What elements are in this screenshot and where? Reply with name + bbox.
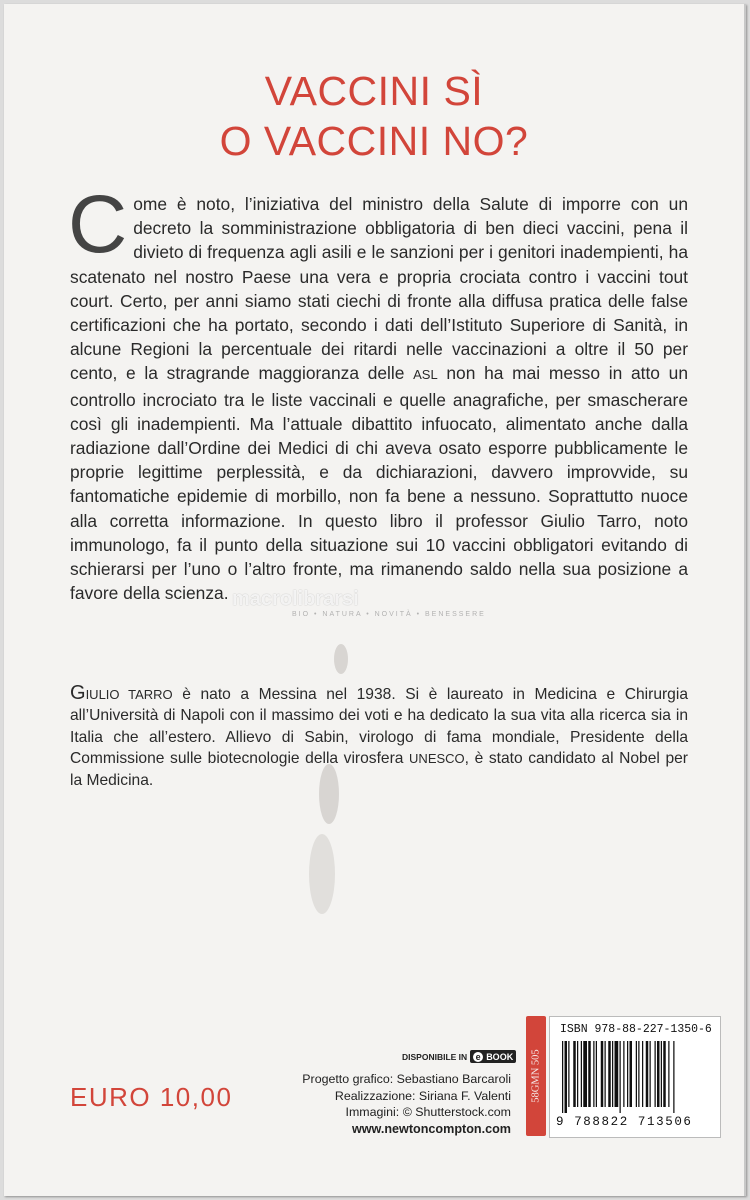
- barcode-bar: [568, 1041, 569, 1107]
- paper-smudge: [319, 764, 339, 824]
- isbn-barcode: [549, 1016, 721, 1138]
- barcode-bar: [650, 1041, 651, 1107]
- barcode-bar: [615, 1041, 619, 1107]
- ebook-badge-text: BOOK: [486, 1051, 514, 1062]
- barcode-graphic: [560, 1041, 712, 1113]
- barcode-bar: [620, 1041, 621, 1113]
- author-initial: G: [70, 682, 86, 704]
- barcode-bar: [642, 1041, 643, 1107]
- barcode-bar: [668, 1041, 669, 1107]
- isbn-label: ISBN 978-88-227-1350-6: [560, 1023, 712, 1036]
- barcode-bar: [663, 1041, 666, 1107]
- author-bio: [70, 683, 688, 791]
- author-name-rest: IULIO TARRO: [85, 687, 173, 702]
- barcode-bar: [608, 1041, 611, 1107]
- barcode-bar: [655, 1041, 656, 1107]
- cover-title: [4, 66, 744, 166]
- ebook-badge: [470, 1050, 516, 1063]
- ebook-availability: [402, 1050, 516, 1063]
- publisher-website: www.newtoncompton.com: [351, 1121, 511, 1136]
- barcode-bar: [583, 1041, 587, 1107]
- ebook-e-icon: e: [473, 1052, 483, 1062]
- paper-smudge: [309, 834, 335, 914]
- barcode-bar: [581, 1041, 582, 1107]
- barcode-bar: [630, 1041, 633, 1107]
- credit-design: Progetto grafico: Sebastiano Barcaroli: [302, 1072, 511, 1086]
- blurb-text-part2: non ha mai messo in atto un controllo incrociato tra le liste vaccinali e quelle anagrafiche, per smascherare così gli inadempienti. Ma l’attuale dibattito infuocato, alimentato anche dalla radiazione dall’Ordine dei Medici di chi aveva osato esporre pubblicamente le proprie legittime perplessità, e da dichiarazioni, davvero improvvide, su fantomatiche epidemie di morbillo, non fa bene a nessuno. Soprattutto nuoce alla corretta informazione. In questo libro il professor Giulio Tarro, noto immunologo, fa il punto della situazione sui 10 vaccini obbligatori evitando di schierarsi per l’uno o l’altro fronte, ma rimanendo saldo nella sua posizione a favore della scienza.: [70, 363, 688, 604]
- barcode-bar: [646, 1041, 649, 1107]
- barcode-bar: [623, 1041, 624, 1107]
- drop-cap: C: [68, 179, 128, 270]
- barcode-bar: [636, 1041, 637, 1107]
- credit-images: Immagini: © Shutterstock.com: [345, 1105, 511, 1120]
- title-line-2: O VACCINI NO?: [219, 118, 529, 164]
- watermark-text: macrolibrarsi: [232, 588, 359, 610]
- barcode-bar: [673, 1041, 674, 1113]
- barcode-bar: [573, 1041, 576, 1107]
- barcode-bar: [565, 1041, 568, 1113]
- credit-production: Realizzazione: Siriana F. Valenti: [334, 1088, 511, 1103]
- paper-smudge: [334, 644, 348, 674]
- author-bio-part2: , è stato candidato al Nobel per la Medicina.: [70, 750, 688, 789]
- barcode-number: 9 788822 713506: [556, 1115, 693, 1129]
- price: EURO 10,00: [70, 1082, 233, 1112]
- barcode-bar: [612, 1041, 613, 1107]
- author-unesco: UNESCO: [409, 751, 465, 767]
- store-watermark: [232, 588, 486, 618]
- barcode-bar: [577, 1041, 578, 1107]
- blurb-text-part1: ome è noto, l’iniziativa del ministro della Salute di imporre con un decreto la somministrazione obbligatoria di ben dieci vaccini, pena il divieto di frequenza agli asili e le sanzioni per i genitori inadempienti, ha scatenato nel nostro Paese una vera e propria crociata contro i vaccini tout court. Certo, per anni siamo stati ciechi di fronte alla diffusa pratica delle false certificazioni che ha portato, secondo i dati dell’Istituto Superiore di Sanità, in alcune Regioni la percentuale dei ritardi nelle vaccinazioni a oltre il 50 per cento, e la stragrande maggioranza delle: [70, 194, 688, 384]
- barcode-bar: [605, 1041, 606, 1107]
- blurb-asl: ASL: [413, 367, 438, 383]
- barcode-bar: [627, 1041, 628, 1107]
- catalog-code-tab: [526, 1016, 546, 1136]
- barcode-bar: [638, 1041, 639, 1107]
- barcode-bar: [596, 1041, 597, 1107]
- barcode-bar: [588, 1041, 591, 1107]
- title-line-1: VACCINI SÌ: [264, 68, 484, 114]
- barcode-bar: [601, 1041, 604, 1107]
- barcode-bar: [657, 1041, 660, 1107]
- barcode-bar: [661, 1041, 662, 1107]
- credits-block: [302, 1071, 511, 1137]
- catalog-code: 58GMN 505: [530, 1049, 542, 1103]
- watermark-subtext: BIO • NATURA • NOVITÀ • BENESSERE: [292, 611, 486, 618]
- ebook-label: DISPONIBILE IN: [402, 1051, 468, 1062]
- barcode-bar: [593, 1041, 594, 1107]
- author-bio-part1: è nato a Messina nel 1938. Si è laureato in Medicina e Chirurgia all’Università di Napoli con il massimo dei voti e ha dedicato la sua vita alla ricerca sia in Italia che all’estero. Allievo di Sabin, virologo di fama mondiale, Presidente della Commissione sulle biotecnologie della virosfera: [70, 686, 688, 768]
- barcode-bar: [562, 1041, 563, 1113]
- book-back-cover: [4, 4, 746, 1196]
- blurb-paragraph: [68, 179, 688, 605]
